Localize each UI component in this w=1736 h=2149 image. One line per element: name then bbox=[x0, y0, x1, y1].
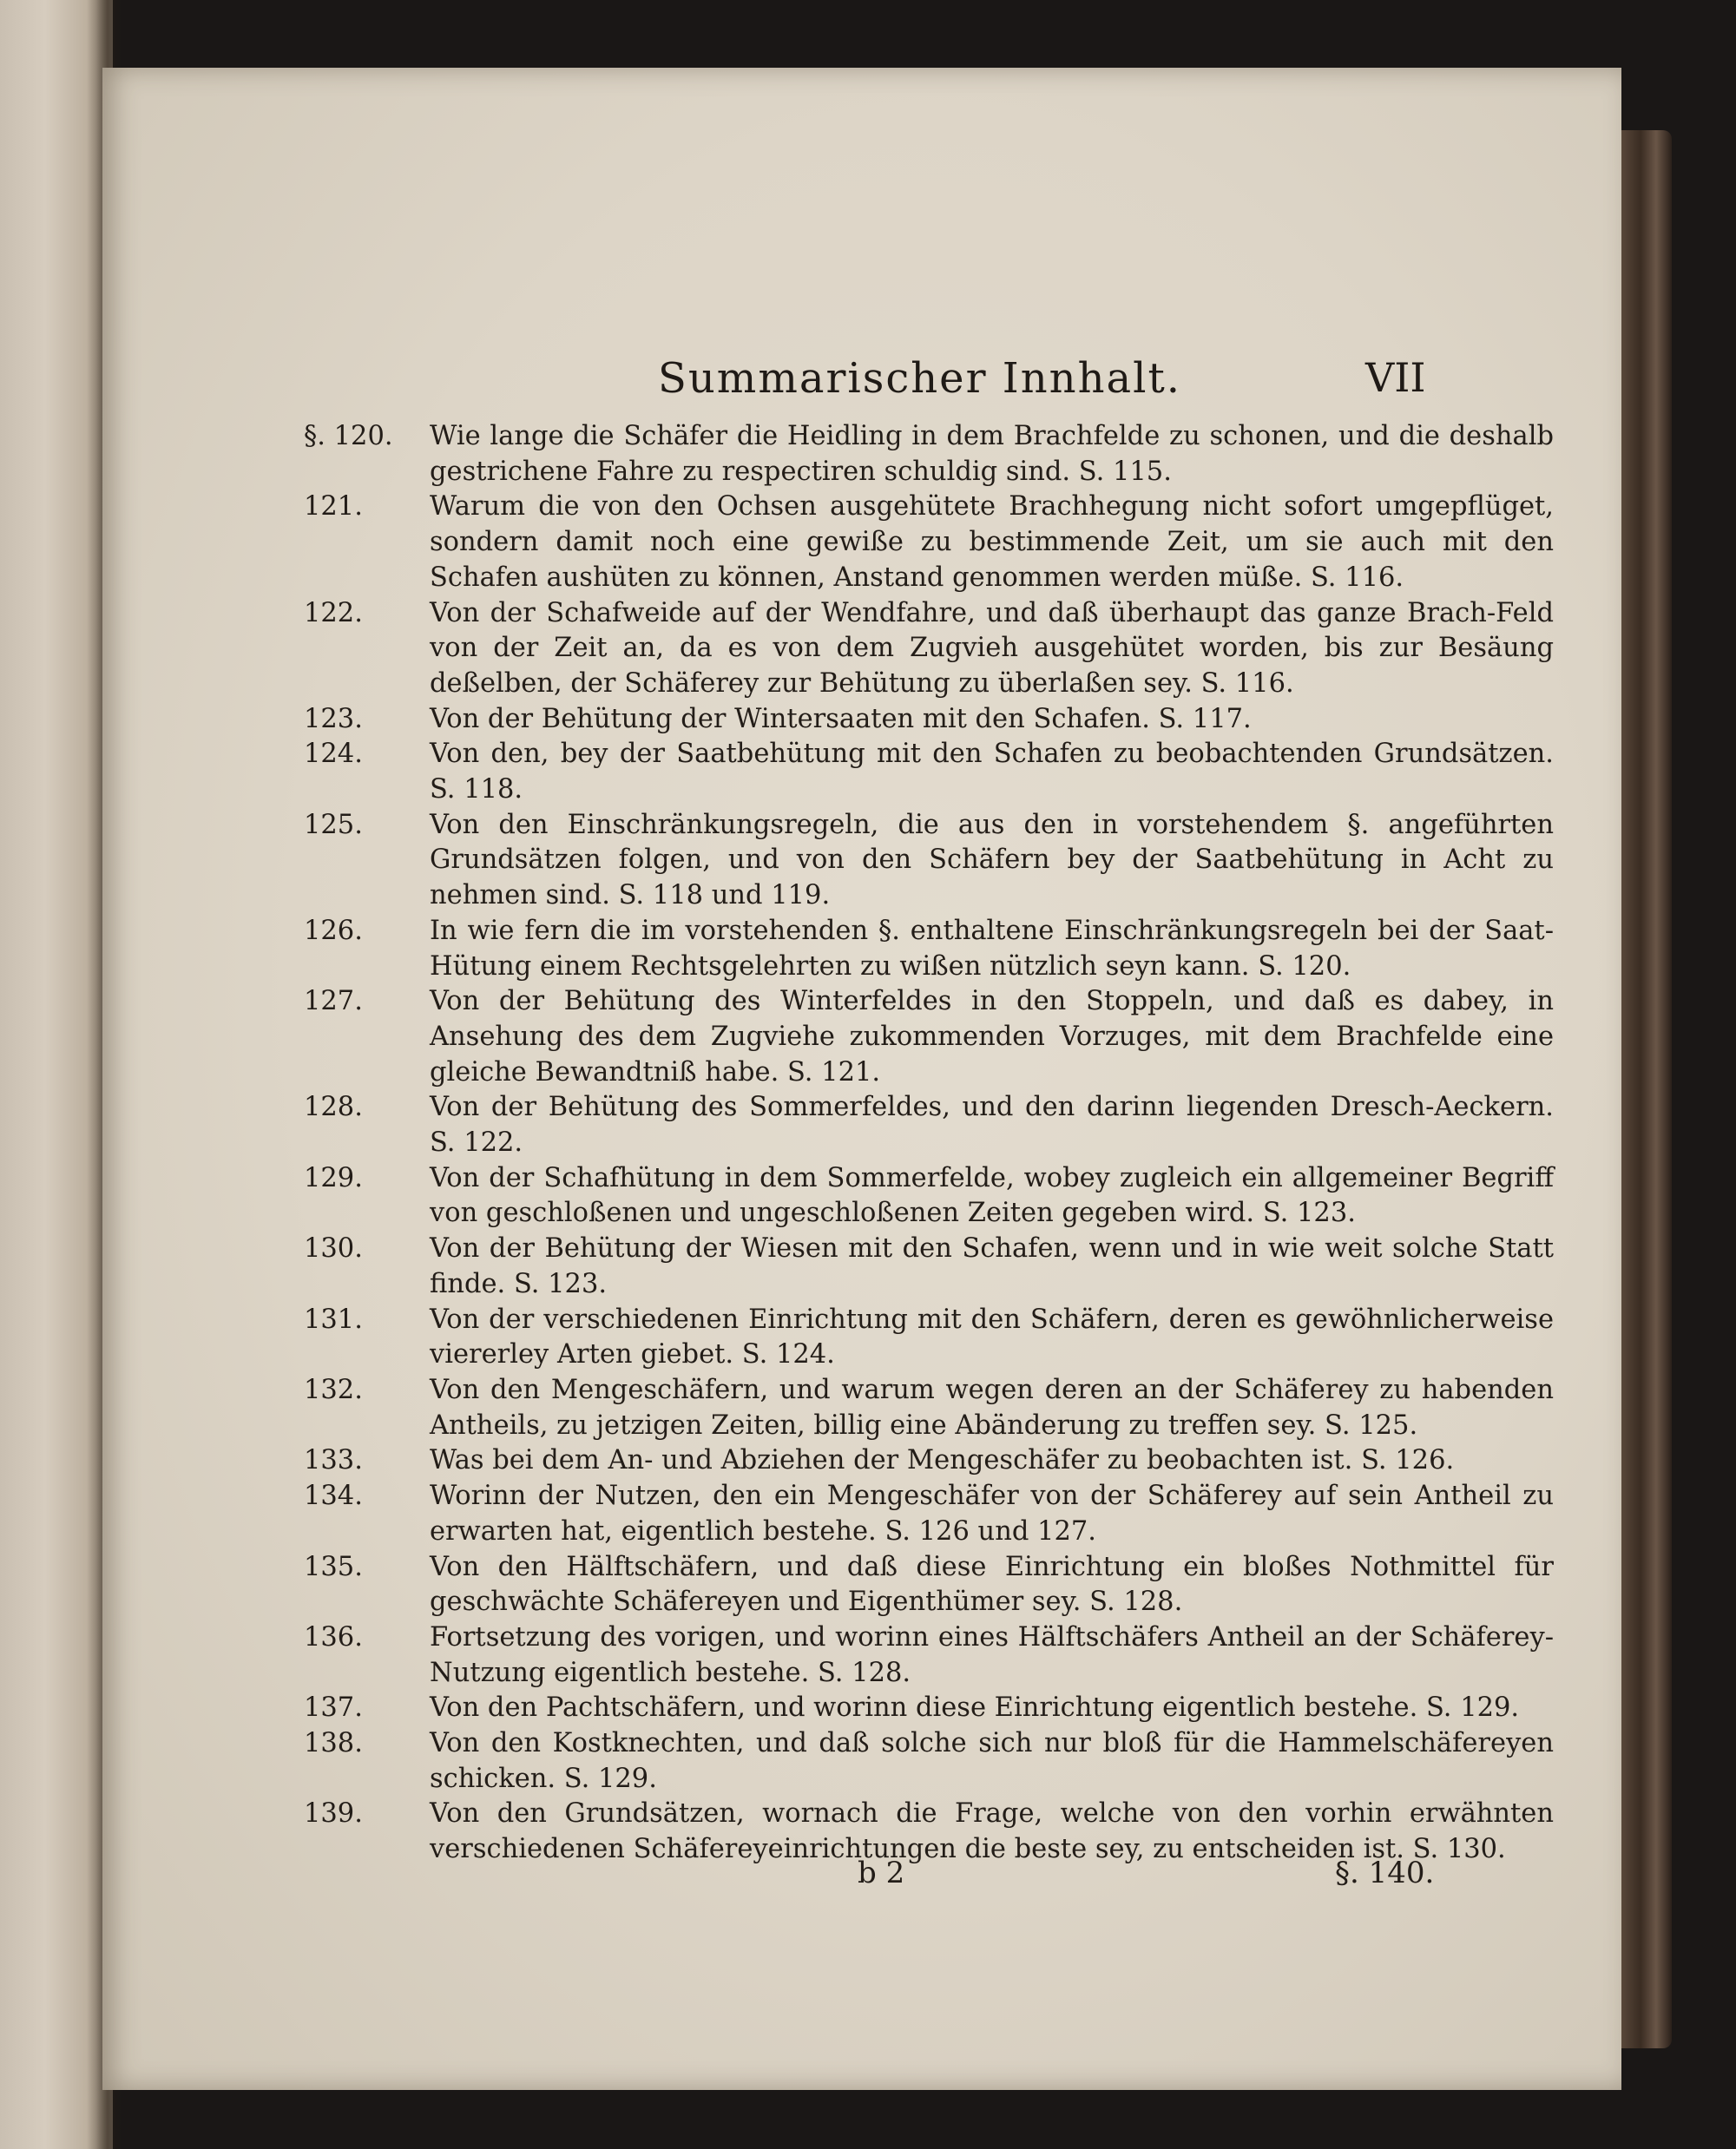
entry-text: Was bei dem An- und Abziehen der Mengeschäfer zu beobachten ist. S. 126. bbox=[430, 1445, 1455, 1476]
section-number: §. 120. bbox=[304, 421, 393, 451]
toc-entry bbox=[304, 702, 1554, 738]
entry-text: Von den Einschränkungsregeln, die aus den in vorstehendem §. angeführten Grundsätzen folgen, und von den Schäfern bey der Saatbehütung in Acht zu nehmen sind. S. 118 und 119. bbox=[430, 809, 1554, 911]
toc-entry bbox=[304, 808, 1554, 914]
entry-text: Von der Behütung des Winterfeldes in den Stoppeln, und daß es dabey, in Ansehung des dem Zugviehe zukommenden Vorzuges, mit dem Brachfelde eine gleiche Bewandtniß habe. S. 121. bbox=[430, 986, 1554, 1088]
running-title: Summarischer Innhalt. bbox=[658, 354, 1181, 403]
toc-entry bbox=[304, 1443, 1554, 1479]
section-number: 127. bbox=[304, 986, 363, 1017]
toc-entry bbox=[304, 490, 1554, 595]
section-number: 129. bbox=[304, 1162, 363, 1193]
section-number: 134. bbox=[304, 1481, 363, 1512]
toc-entry bbox=[304, 1090, 1554, 1160]
entry-text: Worinn der Nutzen, den ein Mengeschäfer von der Schäferey auf sein Antheil zu erwarten hat, eigentlich bestehe. S. 126 und 127. bbox=[430, 1481, 1554, 1547]
entry-text: Von den Mengeschäfern, und warum wegen deren an der Schäferey zu habenden Antheils, zu jetzigen Zeiten, billig eine Abänderung zu treffen sey. S. 125. bbox=[430, 1374, 1554, 1441]
entry-text: Warum die von den Ochsen ausgehütete Brachhegung nicht sofort umgepflüget, sondern damit noch eine gewiße zu bestimmende Zeit, um sie auch mit den Schafen aushüten zu können, Anstand genommen werden müße. S. 116. bbox=[430, 491, 1554, 593]
table-of-contents bbox=[304, 419, 1554, 1868]
entry-text: In wie fern die im vorstehenden §. enthaltene Einschränkungsregeln bei der Saat-Hütung einem Rechtsgelehrten zu wißen nützlich seyn kann. S. 120. bbox=[430, 915, 1554, 982]
toc-entry bbox=[304, 914, 1554, 984]
entry-text: Von der Schafhütung in dem Sommerfelde, wobey zugleich ein allgemeiner Begriff von geschloßenen und ungeschloßenen Zeiten gegeben wird. S. 123. bbox=[430, 1162, 1554, 1229]
section-number: 123. bbox=[304, 703, 363, 734]
toc-entry bbox=[304, 596, 1554, 702]
folio-number: VII bbox=[1365, 354, 1426, 401]
section-number: 137. bbox=[304, 1692, 363, 1724]
entry-text: Von der Schafweide auf der Wendfahre, und daß überhaupt das ganze Brach-Feld von der Zeit an, da es von dem Zugvieh ausgehütet worden, bis zur Besäung deßelben, der Schäferey zur Behütung zu überlaßen sey. S. 116. bbox=[430, 597, 1554, 699]
entry-text: Wie lange die Schäfer die Heidling in dem Brachfelde zu schonen, und die deshalb gestrichene Fahre zu respectiren schuldig sind. S. 115. bbox=[430, 421, 1554, 487]
section-number: 132. bbox=[304, 1374, 363, 1405]
entry-text: Fortsetzung des vorigen, und worinn eines Hälftschäfers Antheil an der Schäferey-Nutzung eigentlich bestehe. S. 128. bbox=[430, 1621, 1554, 1688]
section-number: 128. bbox=[304, 1092, 363, 1123]
section-number: 136. bbox=[304, 1621, 363, 1653]
page-footer bbox=[102, 1856, 1621, 1899]
toc-entry bbox=[304, 419, 1554, 490]
section-number: 139. bbox=[304, 1798, 363, 1830]
toc-entry bbox=[304, 1691, 1554, 1726]
section-number: 121. bbox=[304, 491, 363, 522]
entry-text: Von der verschiedenen Einrichtung mit den Schäfern, deren es gewöhnlicherweise viererley Arten giebet. S. 124. bbox=[430, 1304, 1554, 1370]
section-number: 133. bbox=[304, 1445, 363, 1476]
section-number: 125. bbox=[304, 809, 363, 840]
entry-text: Von der Behütung des Sommerfeldes, und den darinn liegenden Dresch-Aeckern. S. 122. bbox=[430, 1092, 1554, 1159]
book-edge-right bbox=[1620, 130, 1672, 2048]
book-page bbox=[102, 68, 1621, 2090]
section-number: 131. bbox=[304, 1304, 363, 1335]
catchword: §. 140. bbox=[1335, 1856, 1435, 1890]
signature-mark: b 2 bbox=[858, 1856, 905, 1890]
section-number: 135. bbox=[304, 1551, 363, 1582]
entry-text: Von den Hälftschäfern, und daß diese Einrichtung ein bloßes Nothmittel für geschwächte Schäfereyen und Eigenthümer sey. S. 128. bbox=[430, 1551, 1554, 1618]
toc-entry bbox=[304, 1303, 1554, 1373]
section-number: 126. bbox=[304, 915, 363, 946]
page-header bbox=[102, 354, 1621, 415]
toc-entry bbox=[304, 1232, 1554, 1302]
entry-text: Von der Behütung der Wintersaaten mit den Schafen. S. 117. bbox=[430, 703, 1252, 734]
section-number: 130. bbox=[304, 1233, 363, 1265]
section-number: 138. bbox=[304, 1728, 363, 1759]
toc-entry bbox=[304, 1161, 1554, 1232]
entry-text: Von der Behütung der Wiesen mit den Schafen, wenn und in wie weit solche Statt finde. S. 123. bbox=[430, 1233, 1554, 1299]
section-number: 122. bbox=[304, 597, 363, 628]
entry-text: Von den, bey der Saatbehütung mit den Schafen zu beobachtenden Grundsätzen. S. 118. bbox=[430, 739, 1554, 805]
toc-entry bbox=[304, 1550, 1554, 1620]
toc-entry bbox=[304, 984, 1554, 1090]
entry-text: Von den Grundsätzen, wornach die Frage, welche von den vorhin erwähnten verschiedenen Schäfereyeinrichtungen die beste sey, zu entscheiden ist. S. 130. bbox=[430, 1798, 1554, 1865]
section-number: 124. bbox=[304, 739, 363, 770]
toc-entry bbox=[304, 1726, 1554, 1797]
entry-text: Von den Kostknechten, und daß solche sich nur bloß für die Hammelschäfereyen schicken. S. 129. bbox=[430, 1728, 1554, 1794]
entry-text: Von den Pachtschäfern, und worinn diese Einrichtung eigentlich bestehe. S. 129. bbox=[430, 1692, 1520, 1724]
toc-entry bbox=[304, 1479, 1554, 1549]
toc-entry bbox=[304, 1373, 1554, 1443]
toc-entry bbox=[304, 1620, 1554, 1691]
toc-entry bbox=[304, 737, 1554, 807]
